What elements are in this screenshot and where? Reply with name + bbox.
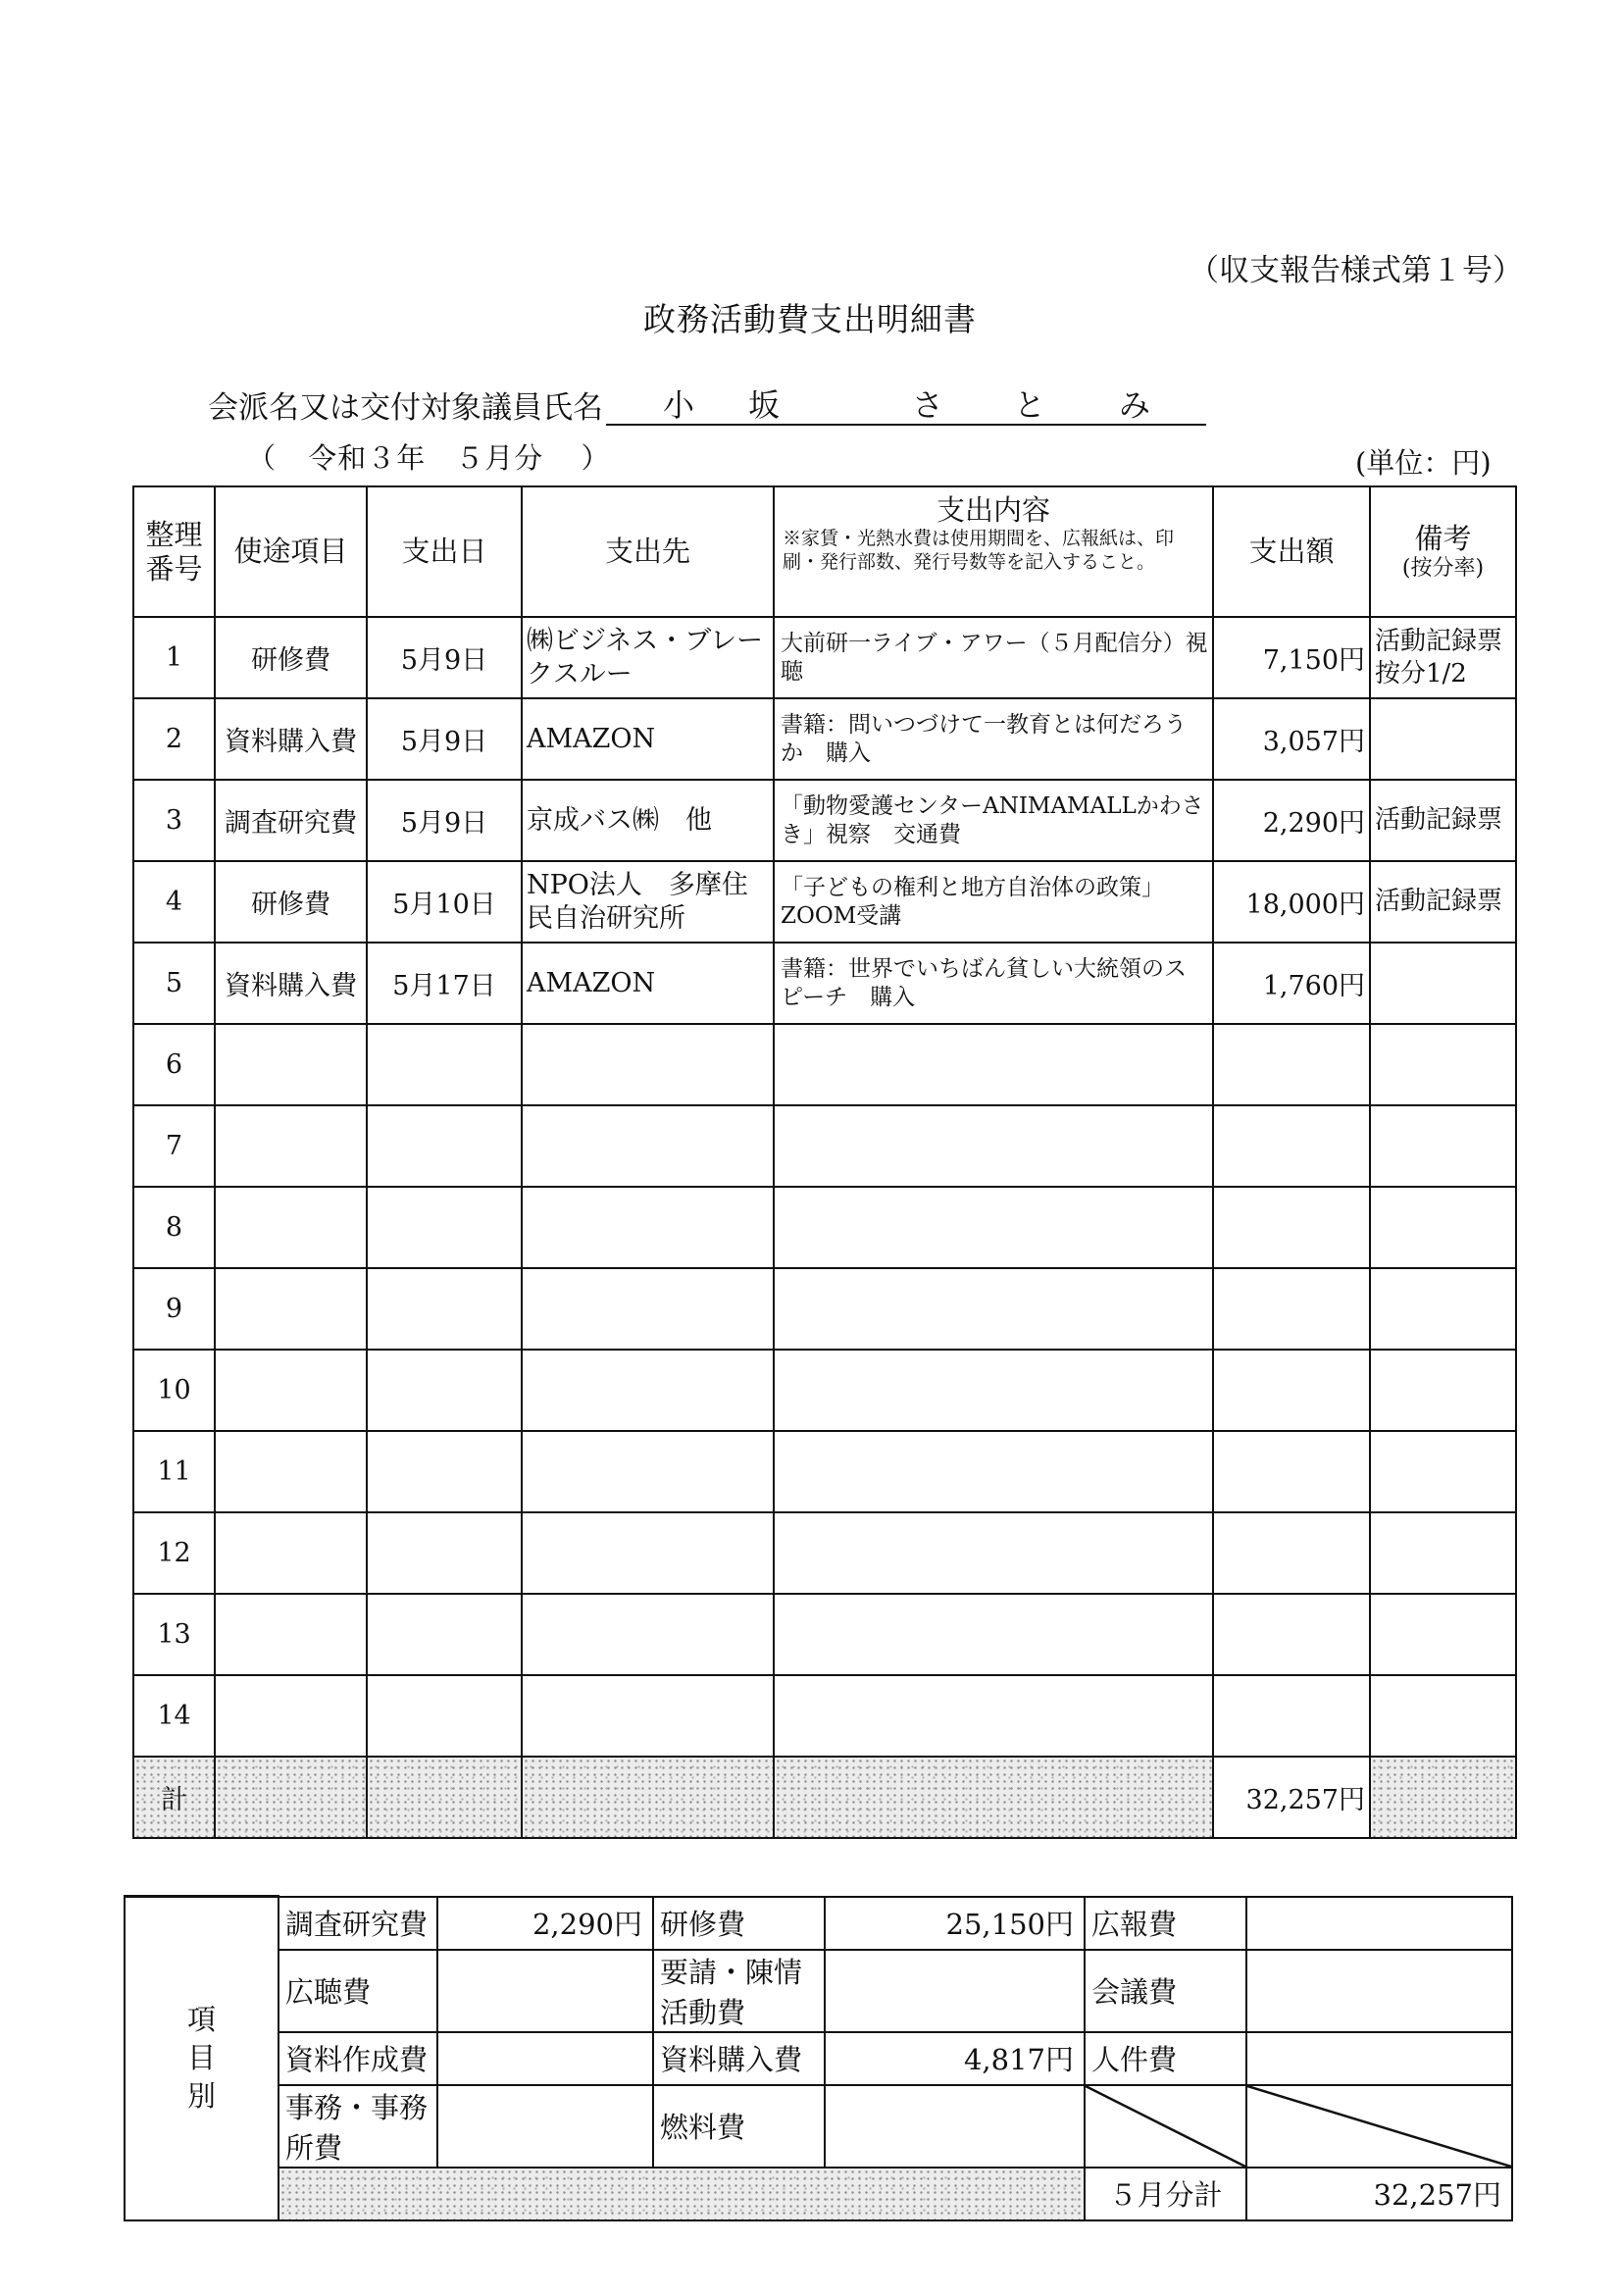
row-number: 11: [133, 1431, 215, 1512]
row-amount: 1,760円: [1213, 943, 1370, 1024]
row-date: [367, 1594, 522, 1675]
member-name-char: み: [1119, 386, 1151, 424]
summary-heading-char: 別: [186, 2079, 216, 2114]
summary-row: [125, 2085, 1512, 2168]
row-content: 書籍：問いつづけて一教育とは何だろうか 購入: [774, 698, 1213, 780]
row-number: 9: [133, 1268, 215, 1350]
row-date: 5月9日: [367, 617, 522, 698]
summary-category-amount: [1246, 2032, 1512, 2085]
row-amount: [1213, 1512, 1370, 1594]
row-content: 書籍：世界でいちばん貧しい大統領のスピーチ 購入: [774, 943, 1213, 1024]
reporting-period: [247, 436, 610, 477]
summary-category-amount: [437, 2032, 653, 2085]
col-header-no-line: 整理: [145, 517, 203, 551]
row-category: [215, 1512, 367, 1594]
summary-category-label: 研修費: [653, 1897, 825, 1950]
col-header-note-title: 備考: [1414, 521, 1472, 555]
shaded-cell: [367, 1757, 522, 1838]
member-name-char: 小: [663, 386, 695, 424]
summary-category-amount: [437, 1950, 653, 2032]
row-date: 5月17日: [367, 943, 522, 1024]
col-header-note: [1370, 486, 1516, 617]
row-payee: ㈱ビジネス・ブレークスルー: [522, 617, 774, 698]
col-header-category: 使途項目: [215, 486, 367, 617]
row-payee: AMAZON: [522, 943, 774, 1024]
row-number: 10: [133, 1350, 215, 1431]
row-payee: [522, 1187, 774, 1268]
row-amount: [1213, 1594, 1370, 1675]
unit-label: (単位：円): [1355, 446, 1492, 480]
shaded-cell: [774, 1757, 1213, 1838]
row-content: [774, 1431, 1213, 1512]
summary-heading-char: 項: [186, 2003, 216, 2037]
row-payee: [522, 1268, 774, 1350]
table-row: [133, 1105, 1516, 1187]
col-header-no-line: 番号: [145, 551, 203, 586]
summary-category-label: 資料購入費: [653, 2032, 825, 2085]
row-payee: [522, 1594, 774, 1675]
row-amount: [1213, 1675, 1370, 1757]
table-row: [133, 1675, 1516, 1757]
summary-category-amount: [825, 1950, 1085, 2032]
row-category: [215, 1024, 367, 1105]
table-row: [133, 1187, 1516, 1268]
summary-category-amount: [1246, 1897, 1512, 1950]
row-note: [1370, 1024, 1516, 1105]
row-note: [1370, 1675, 1516, 1757]
row-number: 2: [133, 698, 215, 780]
row-payee: [522, 1350, 774, 1431]
summary-category-amount: 25,150円: [825, 1897, 1085, 1950]
row-note: [1370, 1268, 1516, 1350]
summary-total-row: [125, 2168, 1512, 2220]
row-note: 活動記録票按分1/2: [1370, 617, 1516, 698]
row-amount: [1213, 1105, 1370, 1187]
total-label: 計: [133, 1757, 215, 1838]
period-open: （: [247, 441, 278, 475]
member-label: 会派名又は交付対象議員氏名: [208, 390, 603, 426]
row-category: [215, 1105, 367, 1187]
summary-category-label: 資料作成費: [278, 2032, 437, 2085]
row-number: 4: [133, 861, 215, 943]
row-content: [774, 1675, 1213, 1757]
table-header-row: [133, 486, 1516, 617]
grand-total-amount: 32,257円: [1246, 2168, 1512, 2220]
row-category: 資料購入費: [215, 943, 367, 1024]
table-row: [133, 1350, 1516, 1431]
row-category: [215, 1268, 367, 1350]
row-date: [367, 1512, 522, 1594]
table-row: [133, 780, 1516, 861]
row-content: [774, 1594, 1213, 1675]
row-payee: [522, 1431, 774, 1512]
row-category: [215, 1594, 367, 1675]
summary-row: [125, 1950, 1512, 2032]
row-payee: [522, 1024, 774, 1105]
row-number: 14: [133, 1675, 215, 1757]
col-header-date: 支出日: [367, 486, 522, 617]
table-row: [133, 943, 1516, 1024]
row-amount: [1213, 1350, 1370, 1431]
col-header-no: [133, 486, 215, 617]
table-row: [133, 861, 1516, 943]
member-name-char: 坂: [748, 386, 781, 424]
table-row: [133, 1024, 1516, 1105]
crossed-out-cell: [1085, 2085, 1246, 2168]
summary-category-amount: 2,290円: [437, 1897, 653, 1950]
row-note: [1370, 1594, 1516, 1675]
shaded-cell: [1370, 1757, 1516, 1838]
row-number: 12: [133, 1512, 215, 1594]
table-row: [133, 1512, 1516, 1594]
row-payee: 京成バス㈱ 他: [522, 780, 774, 861]
row-note: 活動記録票: [1370, 780, 1516, 861]
summary-category-amount: 4,817円: [825, 2032, 1085, 2085]
row-content: [774, 1187, 1213, 1268]
shaded-cell: [215, 1757, 367, 1838]
row-date: [367, 1024, 522, 1105]
row-note: [1370, 943, 1516, 1024]
row-note: [1370, 1350, 1516, 1431]
member-name: [606, 381, 1206, 426]
row-category: 研修費: [215, 861, 367, 943]
row-date: 5月10日: [367, 861, 522, 943]
table-row: [133, 617, 1516, 698]
row-note: [1370, 1512, 1516, 1594]
row-date: [367, 1268, 522, 1350]
row-payee: AMAZON: [522, 698, 774, 780]
row-category: 資料購入費: [215, 698, 367, 780]
summary-heading-char: 目: [186, 2041, 216, 2075]
row-category: [215, 1350, 367, 1431]
row-amount: [1213, 1024, 1370, 1105]
row-date: 5月9日: [367, 780, 522, 861]
row-note: [1370, 698, 1516, 780]
row-content: [774, 1105, 1213, 1187]
summary-category-amount: [1246, 1950, 1512, 2032]
row-date: [367, 1105, 522, 1187]
row-content: [774, 1268, 1213, 1350]
table-row: [133, 1594, 1516, 1675]
summary-category-label: 人件費: [1085, 2032, 1246, 2085]
summary-heading: [125, 1897, 278, 2220]
row-date: 5月9日: [367, 698, 522, 780]
row-payee: [522, 1105, 774, 1187]
row-amount: 3,057円: [1213, 698, 1370, 780]
row-payee: [522, 1512, 774, 1594]
row-number: 3: [133, 780, 215, 861]
category-summary-table: [124, 1895, 1513, 2221]
row-content: 「動物愛護センターANIMAMALLかわさき」視察 交通費: [774, 780, 1213, 861]
table-row: [133, 1268, 1516, 1350]
summary-row: [125, 1897, 1512, 1950]
shaded-cell: [522, 1757, 774, 1838]
row-date: [367, 1675, 522, 1757]
col-header-content: [774, 486, 1213, 617]
row-note: [1370, 1105, 1516, 1187]
row-amount: [1213, 1187, 1370, 1268]
summary-category-label: 燃料費: [653, 2085, 825, 2168]
row-content: [774, 1512, 1213, 1594]
row-category: [215, 1187, 367, 1268]
col-header-amount: 支出額: [1213, 486, 1370, 617]
member-name-char: さ: [912, 386, 944, 424]
table-row: [133, 698, 1516, 780]
row-note: [1370, 1187, 1516, 1268]
total-amount: 32,257円: [1213, 1757, 1370, 1838]
row-amount: 7,150円: [1213, 617, 1370, 698]
row-content: [774, 1350, 1213, 1431]
row-number: 8: [133, 1187, 215, 1268]
row-date: [367, 1431, 522, 1512]
row-number: 6: [133, 1024, 215, 1105]
row-amount: 18,000円: [1213, 861, 1370, 943]
total-row: [133, 1757, 1516, 1838]
shaded-cell: [278, 2168, 1085, 2220]
row-category: [215, 1675, 367, 1757]
row-payee: [522, 1675, 774, 1757]
row-amount: [1213, 1431, 1370, 1512]
col-header-content-title: 支出内容: [936, 493, 1050, 527]
expense-table: [132, 485, 1517, 1839]
summary-row: [125, 2032, 1512, 2085]
table-row: [133, 1431, 1516, 1512]
summary-category-label: 事務・事務所費: [278, 2085, 437, 2168]
summary-category-amount: [437, 2085, 653, 2168]
summary-category-label: 広報費: [1085, 1897, 1246, 1950]
row-amount: [1213, 1268, 1370, 1350]
row-date: [367, 1187, 522, 1268]
row-category: 調査研究費: [215, 780, 367, 861]
grand-total-label: ５月分計: [1085, 2168, 1246, 2220]
col-header-note-sub: (按分率): [1401, 555, 1485, 581]
row-number: 1: [133, 617, 215, 698]
row-category: 研修費: [215, 617, 367, 698]
document-title: 政務活動費支出明細書: [643, 300, 977, 338]
row-number: 7: [133, 1105, 215, 1187]
row-note: [1370, 1431, 1516, 1512]
summary-category-label: 調査研究費: [278, 1897, 437, 1950]
col-header-payee: 支出先: [522, 486, 774, 617]
row-note: 活動記録票: [1370, 861, 1516, 943]
row-content: [774, 1024, 1213, 1105]
row-number: 5: [133, 943, 215, 1024]
crossed-out-cell: [1246, 2085, 1512, 2168]
form-number: （収支報告様式第１号）: [1189, 253, 1523, 288]
row-amount: 2,290円: [1213, 780, 1370, 861]
summary-category-amount: [825, 2085, 1085, 2168]
row-date: [367, 1350, 522, 1431]
row-content: 「子どもの権利と地方自治体の政策」ZOOM受講: [774, 861, 1213, 943]
row-payee: NPO法人 多摩住民自治研究所: [522, 861, 774, 943]
member-name-char: と: [1014, 386, 1046, 424]
col-header-content-note: ※家賃・光熱水費は使用期間を、広報紙は、印刷・発行部数、発行号数等を記入すること。: [783, 527, 1175, 573]
row-content: 大前研一ライブ・アワー（５月配信分）視聴: [774, 617, 1213, 698]
summary-category-label: 会議費: [1085, 1950, 1246, 2032]
period-text: 令和３年 ５月分: [308, 441, 544, 475]
row-category: [215, 1431, 367, 1512]
row-number: 13: [133, 1594, 215, 1675]
summary-category-label: 広聴費: [278, 1950, 437, 2032]
period-close: ）: [581, 441, 611, 475]
summary-category-label: 要請・陳情活動費: [653, 1950, 825, 2032]
